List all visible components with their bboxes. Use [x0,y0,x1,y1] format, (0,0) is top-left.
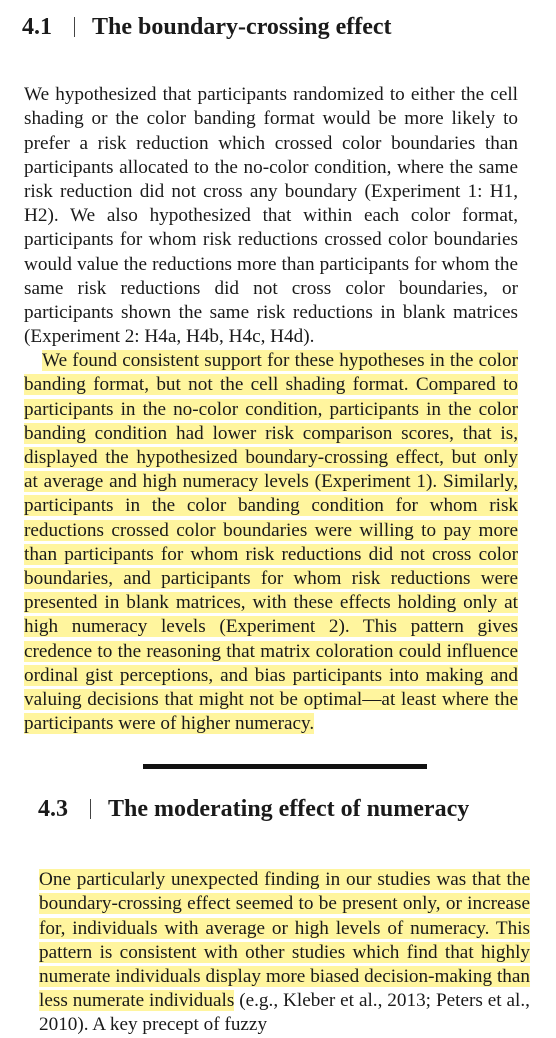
heading-separator [90,799,91,819]
highlighted-text: One particularly unexpected finding in our studies was that the boundary-crossing effect seemed to be present only, or increase for, individuals with average or high levels of numeracy. This pattern is consistent with other studies which find that highly numerate individuals display more biased decision-making than less numerate individuals [39,869,530,1012]
section-title: The boundary-crossing effect [92,14,392,40]
section-number: 4.1 [22,14,52,40]
paragraph-findings [24,349,518,736]
section-divider [143,764,427,769]
paragraph-hypotheses: We hypothesized that participants randomized to either the cell shading or the color banding format would be more likely to prefer a risk reduction which crossed color boundaries than participants allocated to the no-color condition, where the same risk reduction did not cross any boundary (Experiment 1: H1, H2). We also hypothesized that within each color format, participants for whom risk reductions crossed color boundaries would value the reductions more than participants for whom the same risk reductions did not cross color boundaries, or participants shown the same risk reductions in blank matrices (Experiment 2: H4a, H4b, H4c, H4d). [24,84,518,348]
section-number: 4.3 [38,796,68,822]
paragraph-numeracy [39,868,530,1037]
section-heading-4-3 [38,795,469,823]
section-title: The moderating effect of numeracy [108,796,470,822]
heading-separator [74,17,75,37]
section-heading-4-1 [22,13,392,41]
paragraph-continuation: (e.g., Kleber et al., 2013; Peters et al., 2010). A key precept of fuzzy [39,990,530,1036]
highlighted-text: We found consistent support for these hypotheses in the color banding format, but not the cell shading format. Compared to participants in the no-color condition, participants in the color banding condition had lower risk comparison scores, that is, displayed the hypothesized boundary-crossing effect, but only at average and high numeracy levels (Experiment 1). Similarly, participants in the color banding condition for whom risk reductions crossed color boundaries were willing to pay more than participants for whom risk reductions did not cross color boundaries, and participants for whom risk reductions were presented in blank matrices, with these effects holding only at high numeracy levels (Experiment 2). This pattern gives credence to the reasoning that matrix coloration could influence ordinal gist perceptions, and bias participants into making and valuing decisions that might not be optimal—at least where the participants were of higher numeracy. [24,350,518,735]
